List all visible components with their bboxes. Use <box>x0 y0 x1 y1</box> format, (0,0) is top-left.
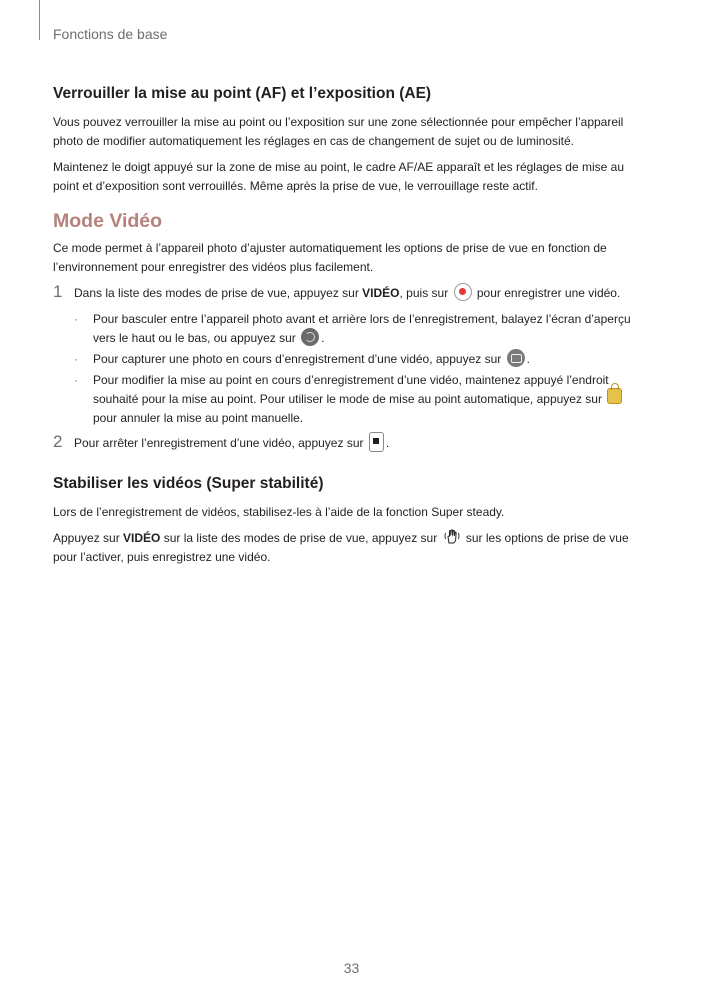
bullet-item: · Pour basculer entre l’appareil photo avant et arrière lors de l’enregistrement, balayez l’écran d’aperçu vers le haut ou le bas, ou appuyez sur . <box>74 312 631 345</box>
step-1: 1 Dans la liste des modes de prise de vue, appuyez sur VIDÉO, puis sur pour enregistrer une vidéo. <box>53 282 621 301</box>
section-header: Fonctions de base <box>53 26 168 42</box>
page-content <box>53 84 643 574</box>
switch-camera-icon <box>301 328 319 346</box>
stabilize-paragraph-2: Appuyez sur VIDÉO sur la liste des modes de prise de vue, appuyez sur sur les options de prise de vue pour l’activer, puis enregistrez une vidéo. <box>53 529 643 567</box>
video-mode-label: VIDÉO <box>362 286 400 300</box>
page-number: 33 <box>343 960 360 976</box>
step-number: 2 <box>53 432 63 451</box>
record-icon <box>454 283 472 301</box>
header-rule <box>39 0 40 40</box>
video-mode-label: VIDÉO <box>123 531 161 545</box>
video-mode-intro: Ce mode permet à l’appareil photo d’ajuster automatiquement les options de prise de vue en fonction de l’environnement pour enregistrer des vidéos plus facilement. <box>53 241 607 274</box>
stop-icon <box>369 432 384 452</box>
stabilize-title: Stabiliser les vidéos (Super stabilité) <box>53 475 324 492</box>
af-ae-title: Verrouiller la mise au point (AF) et l’exposition (AE) <box>53 85 432 102</box>
af-ae-paragraph-2: Maintenez le doigt appuyé sur la zone de mise au point, le cadre AF/AE apparaît et les réglages de mise au point et d’exposition sont verrouillés. Même après la prise de vue, le verrouillage reste actif. <box>53 160 625 193</box>
camera-capture-icon <box>507 349 525 367</box>
stabilize-paragraph-1: Lors de l’enregistrement de vidéos, stabilisez-les à l’aide de la fonction Super steady. <box>53 505 505 519</box>
super-steady-hand-icon <box>443 528 461 546</box>
focus-lock-icon <box>607 388 622 404</box>
video-mode-title: Mode Vidéo <box>53 210 163 232</box>
bullet-item: · Pour modifier la mise au point en cours d’enregistrement d’une vidéo, maintenez appuyé l’endroit souhaité pour la mise au point. Pour utiliser le mode de mise au point automatique, appuyez sur pour annuler la mise au point manuelle. <box>53 371 643 428</box>
af-ae-paragraph-1: Vous pouvez verrouiller la mise au point ou l’exposition sur une zone sélectionnée pour empêcher l’appareil photo de modifier automatiquement les réglages en cas de changement de sujet ou de luminosité. <box>53 115 624 148</box>
bullet-item: · Pour capturer une photo en cours d’enregistrement d’une vidéo, appuyez sur . <box>53 350 643 369</box>
step-2: 2 Pour arrêter l’enregistrement d’une vidéo, appuyez sur . <box>53 432 390 451</box>
step-number: 1 <box>53 282 63 301</box>
